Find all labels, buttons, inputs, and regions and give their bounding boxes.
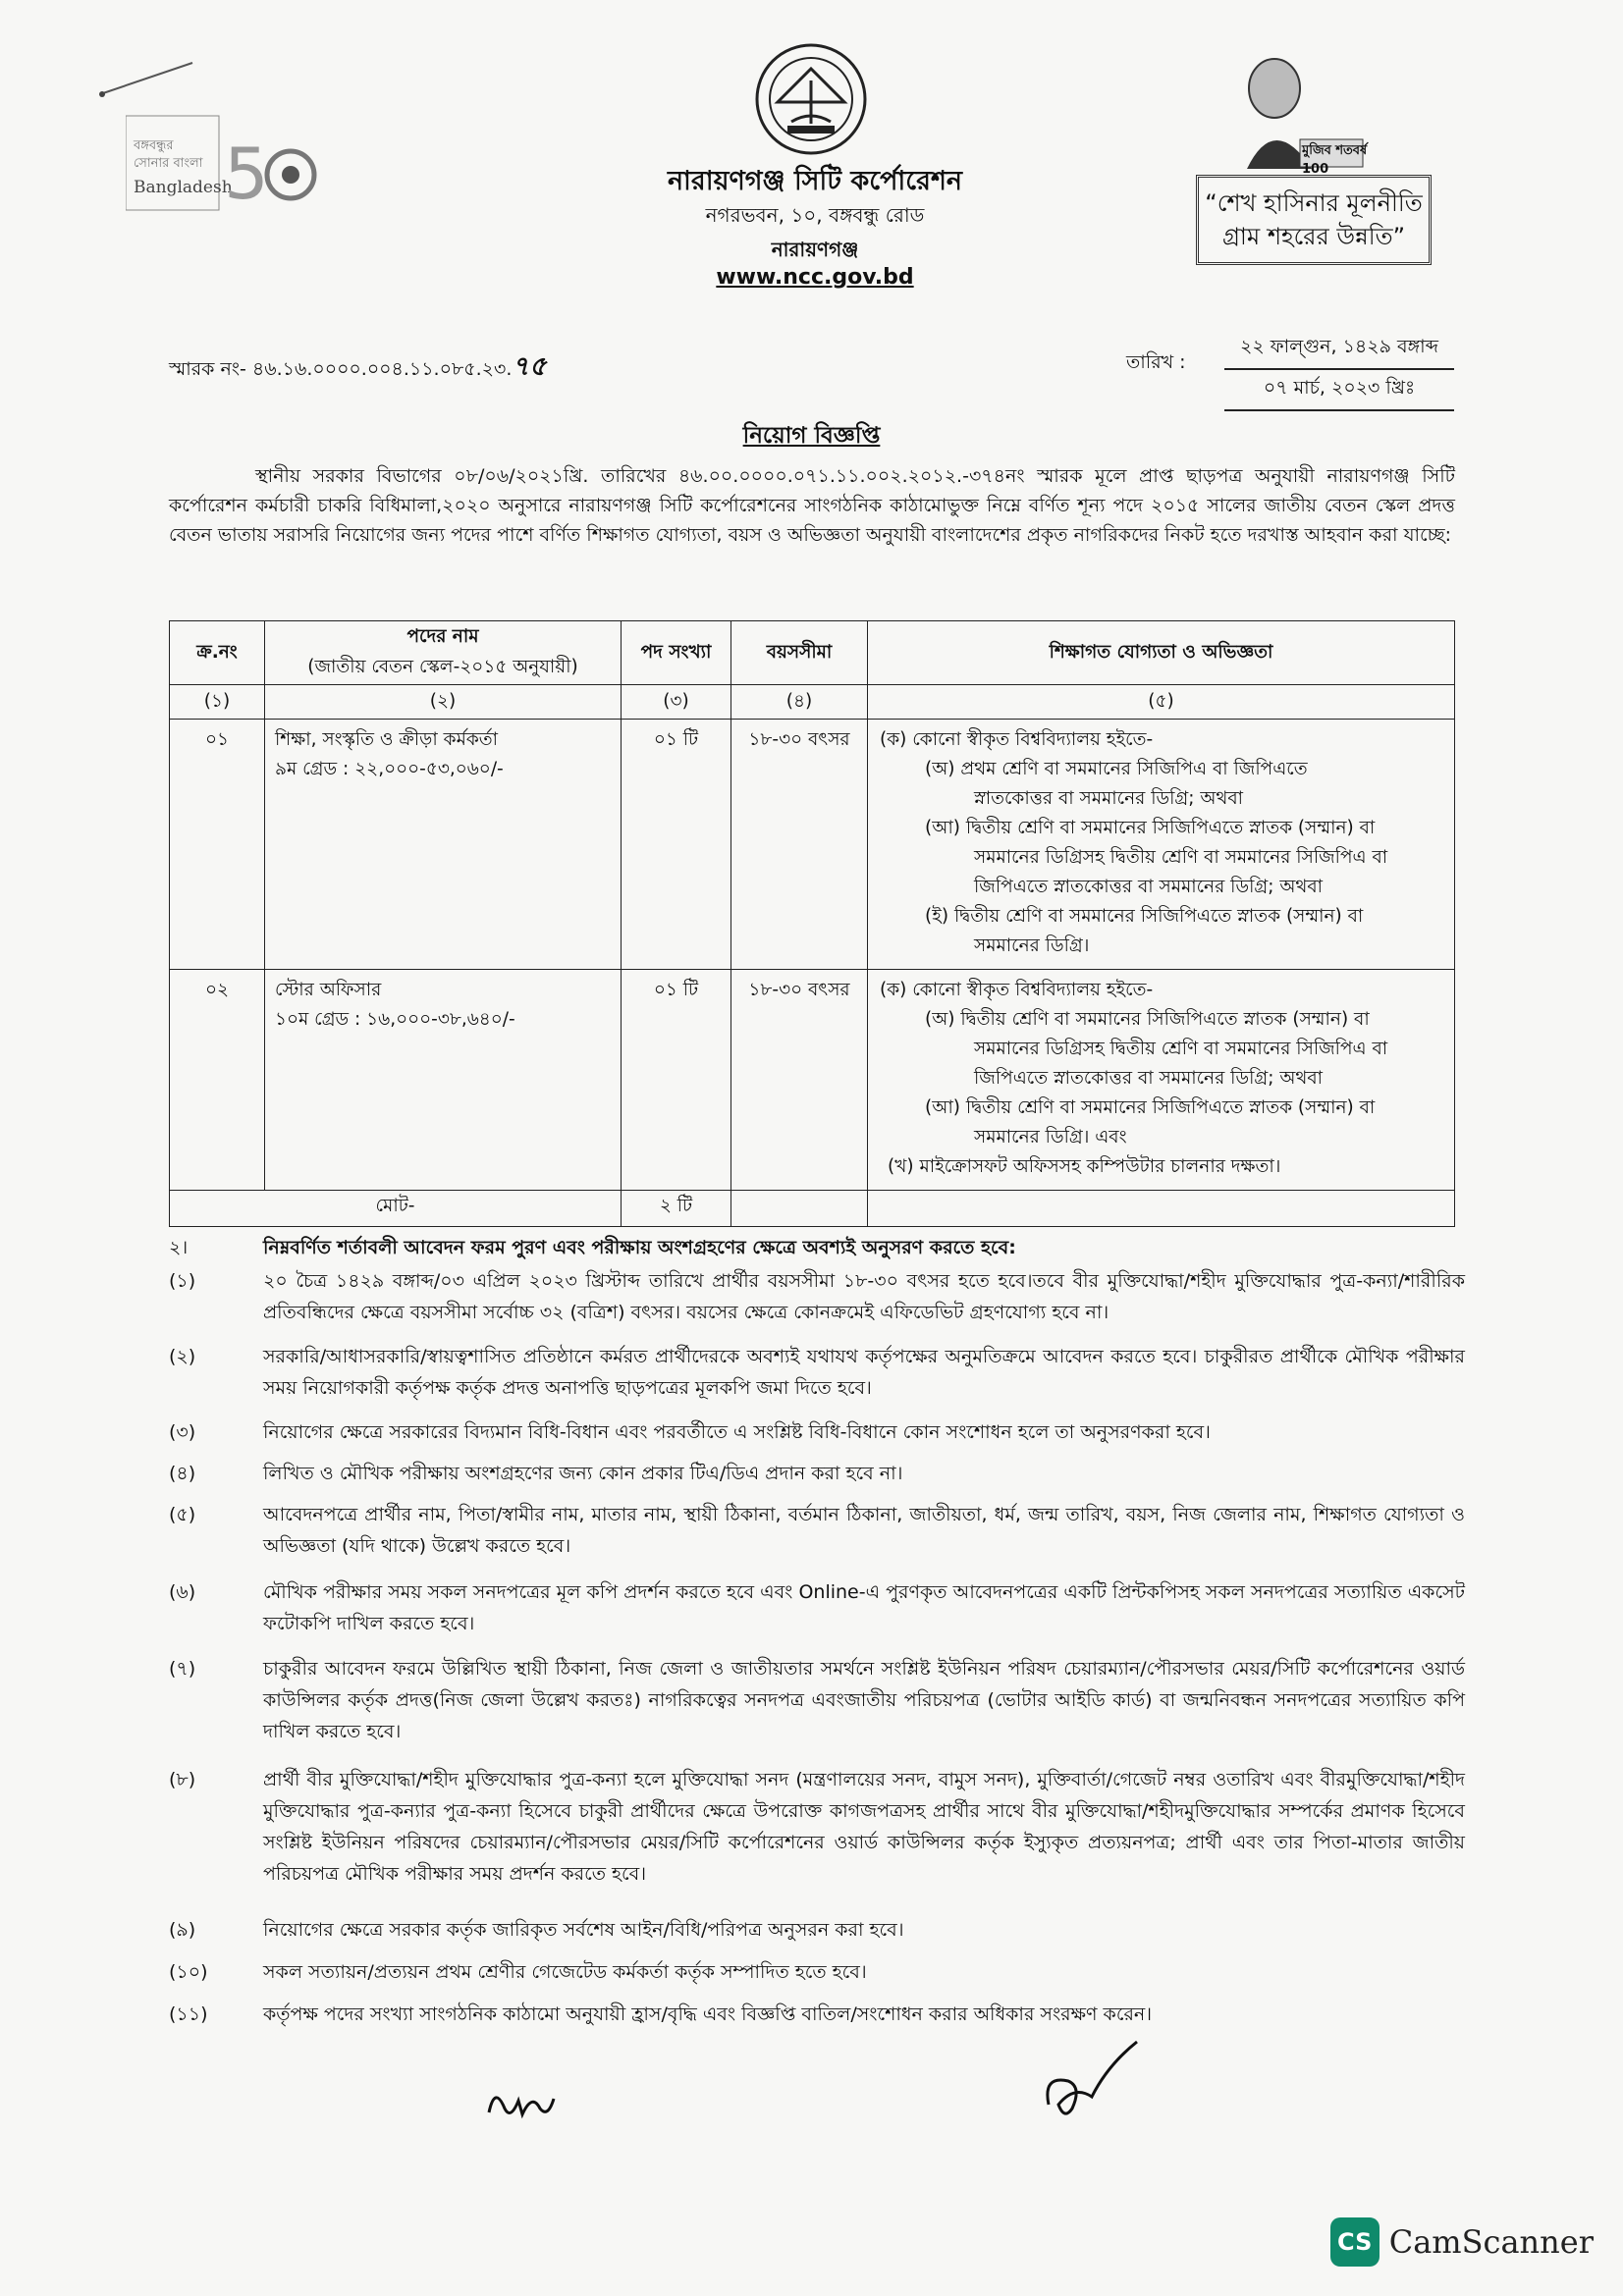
memo-number: স্মারক নং- ৪৬.১৬.০০০০.০০৪.১১.০৮৫.২৩.৭৫ [169,351,547,382]
vacancy-table [169,620,1455,1227]
post-grade: ১০ম গ্রেড : ১৬,০০০-৩৮,৬৪০/- [275,1009,515,1030]
qualification-cell: (ক) কোনো স্বীকৃত বিশ্ববিদ্যালয় হইতে- (অ) দ্বিতীয় শ্রেণি বা সমমানের সিজিপিএতে স্নাতক (সম্মান) বা সমমানের ডিগ্রিসহ দ্বিতীয় শ্রেণি বা সমমানের সিজিপিএ বা জিপিএতে স্নাতকোত্তর বা সমমানের ডিগ্রি; অথবা (আ) দ্বিতীয় শ্রেণি বা সমমানের সিজিপিএতে স্নাতক (সম্মান) বা সমমানের ডিগ্রি। এবং (খ) মাইক্রোসফট অফিসসহ কম্পিউটার চালনার দক্ষতা। [868,970,1455,1191]
table-header-row [170,621,1455,685]
column-number-row: (১) (২) (৩) (৪) (৫) [170,685,1455,720]
notice-intro: স্থানীয় সরকার বিভাগের ০৮/০৬/২০২১খ্রি. তারিখের ৪৬.০০.০০০০.০৭১.১১.০০২.২০১২.-৩৭৪নং স্মারক মূলে প্রাপ্ত ছাড়পত্র অনুযায়ী নারায়ণগঞ্জ সিটি কর্পোরেশন কর্মচারী চাকরি বিধিমালা,২০২০ অনুসারে নারায়ণগঞ্জ সিটি কর্পোরেশনের সাংগঠনিক কাঠামোভুক্ত নিম্নে বর্ণিত শূন্য পদে ২০১৫ সালের জাতীয় বেতন স্কেল প্রদত্ত বেতন ভাতায় সরাসরি নিয়োগের জন্য পদের পাশে বর্ণিত শিক্ষাগত যোগ্যতা, বয়স ও অভিজ্ঞতা অনুযায়ী বাংলাদেশের প্রকৃত নাগরিকদের নিকট হতে দরখাস্ত আহবান করা যাচ্ছে: [169,465,1455,546]
svg-text:সোনার বাংলা: সোনার বাংলা [134,156,203,171]
condition-item: (১) ২০ চৈত্র ১৪২৯ বঙ্গাব্দ/০৩ এপ্রিল ২০২৩ খ্রিস্টাব্দ তারিখে প্রার্থীর বয়সসীমা ১৮-৩০ বৎসর হতে হবে।তবে বীর মুক্তিযোদ্ধা/শহীদ মুক্তিযোদ্ধার পুত্র-কন্যা/শারীরিক প্রতিবন্ধিদের ক্ষেত্রে বয়সসীমা সর্বোচ্চ ৩২ (বত্রিশ) বৎসর। বয়সের ক্ষেত্রে কোনক্রমেই এফিডেভিট গ্রহণযোগ্য হবে না। [169,1270,1465,1323]
camscanner-logo-icon: CS [1330,2217,1380,2267]
camscanner-watermark [1330,2217,1594,2267]
mujib-portrait [1227,51,1375,177]
condition-item: (৪) লিখিত ও মৌখিক পরীক্ষায় অংশগ্রহণের জন্য কোন প্রকার টিএ/ডিএ প্রদান করা হবে না। [169,1463,903,1484]
date-box [1224,329,1454,411]
staple-mark [94,59,202,98]
motto-box [1196,175,1432,265]
memo-handwritten-number: ৭৫ [512,351,547,382]
address-line-2: নারায়ণগঞ্জ [771,238,859,261]
total-label: মোট- [170,1191,622,1227]
condition-item: (৮) প্রার্থী বীর মুক্তিযোদ্ধা/শহীদ মুক্তিযোদ্ধার পুত্র-কন্যা হলে মুক্তিযোদ্ধা সনদ (মন্ত্রণালয়ের সনদ, বামুস সনদ), মুক্তিবার্তা/গেজেট নম্বর ওতারিখ এবং বীরমুক্তিযোদ্ধা/শহীদ মুক্তিযোদ্ধার পুত্র-কন্যার পুত্র-কন্যা হিসেবে চাকুরী প্রার্থীদের ক্ষেত্রে উপরোক্ত কাগজপত্রসহ প্রার্থীর সাথে বীর মুক্তিযোদ্ধা/শহীদমুক্তিযোদ্ধার সম্পর্কের প্রমাণক হিসেবে সংশ্লিষ্ট ইউনিয়ন পরিষদের চেয়ারম্যান/পৌরসভার মেয়র/সিটি কর্পোরেশনের ওয়ার্ড কাউন্সিলর কর্তৃক ইস্যুকৃত প্রত্যয়নপত্র; প্রার্থী এবং তার পিতা-মাতার জাতীয় পরিচয়পত্র মৌখিক পরীক্ষার সময় প্রদর্শন করতে হবে। [169,1769,1465,1885]
date-english: ০৭ মার্চ, ২০২৩ খ্রিঃ [1224,370,1454,411]
qualification-cell: (ক) কোনো স্বীকৃত বিশ্ববিদ্যালয় হইতে- (অ) প্রথম শ্রেণি বা সমমানের সিজিপিএ বা জিপিএতে স্নাতকোত্তর বা সমমানের ডিগ্রি; অথবা (আ) দ্বিতীয় শ্রেণি বা সমমানের সিজিপিএতে স্নাতক (সম্মান) বা সমমানের ডিগ্রিসহ দ্বিতীয় শ্রেণি বা সমমানের সিজিপিএ বা জিপিএতে স্নাতকোত্তর বা সমমানের ডিগ্রি; অথবা (ই) দ্বিতীয় শ্রেণি বা সমমানের সিজিপিএতে স্নাতক (সম্মান) বা সমমানের ডিগ্রি। [868,720,1455,970]
condition-item: (৭) চাকুরীর আবেদন ফরমে উল্লিখিত স্থায়ী ঠিকানা, নিজ জেলা ও জাতীয়তার সমর্থনে সংশ্লিষ্ট ইউনিয়ন পরিষদ চেয়ারম্যান/পৌরসভার মেয়র/সিটি কর্পোরেশনের ওয়ার্ড কাউন্সিলর কর্তৃক প্রদত্ত(নিজ জেলা উল্লেখ করতঃ) নাগরিকত্বের সনদপত্র এবংজাতীয় পরিচয়পত্র (ভোটার আইডি কার্ড) বা জন্মনিবন্ধন সনদপত্রের সত্যায়িত কপি দাখিল করতে হবে। [169,1658,1465,1742]
motto-line-1: “শেখ হাসিনার মূলনীতি [1205,189,1423,217]
condition-item: (৬) মৌখিক পরীক্ষার সময় সকল সনদপত্রের মূল কপি প্রদর্শন করতে হবে এবং Online-এ পুরণকৃত আবেদনপত্রের একটি প্রিন্টকপিসহ সকল সনদপত্রের সত্যায়িত একসেট ফটোকপি দাখিল করতে হবে। [169,1581,1465,1634]
header-count: পদ সংখ্যা [622,621,731,685]
header-post: পদের নাম (জাতীয় বেতন স্কেল-২০১৫ অনুযায়ী) [265,621,622,685]
date-bangla: ২২ ফাল্গুন, ১৪২৯ বঙ্গাব্দ [1224,329,1454,370]
notice-title: নিয়োগ বিজ্ঞপ্তি [742,423,881,449]
portrait-caption: মুজিব শতবর্ষ 100 [1302,143,1368,177]
header-sl: ক্র.নং [170,621,265,685]
svg-text:বঙ্গবন্ধুর: বঙ্গবন্ধুর [134,138,174,153]
table-total-row [170,1191,1455,1227]
table-row: ০১ শিক্ষা, সংস্কৃতি ও ক্রীড়া কর্মকর্তা ৯ম গ্রেড : ২২,০০০-৫৩,০৬০/- ০১ টি ১৮-৩০ বৎসর (ক) কোনো স্বীকৃত বিশ্ববিদ্যালয় হইতে- (অ) প্রথম শ্রেণি বা সমমানের সিজিপিএ বা জিপিএতে স্নাতকোত্তর বা সমমানের ডিগ্রি; অথবা (আ) দ্বিতীয় শ্রেণি বা সমমানের সিজিপিএতে স্নাতক (সম্মান) বা সমমানের ডিগ্রিসহ দ্বিতীয় শ্রেণি বা সমমানের সিজিপিএ বা জিপিএতে স্নাতকোত্তর বা সমমানের ডিগ্রি; অথবা (ই) দ্বিতীয় শ্রেণি বা সমমানের সিজিপিএতে স্নাতক (সম্মান) বা সমমানের ডিগ্রি। [170,720,1455,970]
date-label: তারিখ : [1126,351,1186,373]
initial-signature [483,2079,562,2128]
condition-item: (৫) আবেদনপত্রে প্রার্থীর নাম, পিতা/স্বামীর নাম, মাতার নাম, স্থায়ী ঠিকানা, বর্তমান ঠিকানা, জাতীয়তা, ধর্ম, জন্ম তারিখ, বয়স, নিজ জেলার নাম, শিক্ষাগত যোগ্যতা ও অভিজ্ঞতা (যদি থাকে) উল্লেখ করতে হবে। [169,1504,1466,1557]
logo-bangladesh-text: Bangladesh [134,178,233,197]
organization-name: নারায়ণগঞ্জ সিটি কর্পোরেশন [667,166,963,196]
header-qualification: শিক্ষাগত যোগ্যতা ও অভিজ্ঞতা [868,621,1455,685]
motto-line-2: গ্রাম শহরের উন্নতি” [1221,223,1406,250]
post-name: শিক্ষা, সংস্কৃতি ও ক্রীড়া কর্মকর্তা [275,729,499,750]
post-name: স্টোর অফিসার [275,980,382,1000]
condition-item: (৯) নিয়োগের ক্ষেত্রে সরকার কর্তৃক জারিকৃত সর্বশেষ আইন/বিধি/পরিপত্র অনুসরন করা হবে। [169,1919,904,1941]
address-line-1: নগরভবন, ১০, বঙ্গবন্ধু রোড [705,203,925,227]
condition-item: (১১) কর্তৃপক্ষ পদের সংখ্যা সাংগঠনিক কাঠামো অনুযায়ী হ্রাস/বৃদ্ধি এবং বিজ্ঞপ্তি বাতিল/সংশোধন করার অধিকার সংরক্ষণ করেন। [169,2003,1153,2025]
officer-signature [1039,2036,1147,2124]
website-link[interactable]: www.ncc.gov.bd [716,265,914,290]
camscanner-text: CamScanner [1388,2223,1594,2261]
city-corporation-seal [748,41,874,157]
post-grade: ৯ম গ্রেড : ২২,০০০-৫৩,০৬০/- [275,759,504,779]
total-count: ২ টি [622,1191,731,1227]
condition-item: (৩) নিয়োগের ক্ষেত্রে সরকারের বিদ্যমান বিধি-বিধান এবং পরবর্তীতে এ সংশ্লিষ্ট বিধি-বিধানে কোন সংশোধন হলে তা অনুসরণকরা হবে। [169,1421,1211,1443]
header-age: বয়সসীমা [731,621,868,685]
svg-text:5: 5 [224,133,269,215]
table-row: ০২ স্টোর অফিসার ১০ম গ্রেড : ১৬,০০০-৩৮,৬৪০/- ০১ টি ১৮-৩০ বৎসর (ক) কোনো স্বীকৃত বিশ্ববিদ্যালয় হইতে- (অ) দ্বিতীয় শ্রেণি বা সমমানের সিজিপিএতে স্নাতক (সম্মান) বা সমমানের ডিগ্রিসহ দ্বিতীয় শ্রেণি বা সমমানের সিজিপিএ বা জিপিএতে স্নাতকোত্তর বা সমমানের ডিগ্রি; অথবা (আ) দ্বিতীয় শ্রেণি বা সমমানের সিজিপিএতে স্নাতক (সম্মান) বা সমমানের ডিগ্রি। এবং (খ) মাইক্রোসফট অফিসসহ কম্পিউটার চালনার দক্ষতা। [170,970,1455,1191]
condition-item: (১০) সকল সত্যায়ন/প্রত্যয়ন প্রথম শ্রেণীর গেজেটেড কর্মকর্তা কর্তৃক সম্পাদিত হতে হবে। [169,1961,867,1983]
condition-item: (২) সরকারি/আধাসরকারি/স্বায়ত্বশাসিত প্রতিষ্ঠানে কর্মরত প্রার্থীদেরকে অবশ্যই যথাযথ কর্তৃপক্ষের অনুমতিক্রমে আবেদন করতে হবে। চাকুরীরত প্রার্থীকে মৌখিক পরীক্ষার সময় নিয়োগকারী কর্তৃপক্ষ কর্তৃক প্রদত্ত অনাপত্তি ছাড়পত্রের মূলকপি জমা দিতে হবে। [169,1346,1465,1399]
bangladesh-50-logo [126,110,332,228]
